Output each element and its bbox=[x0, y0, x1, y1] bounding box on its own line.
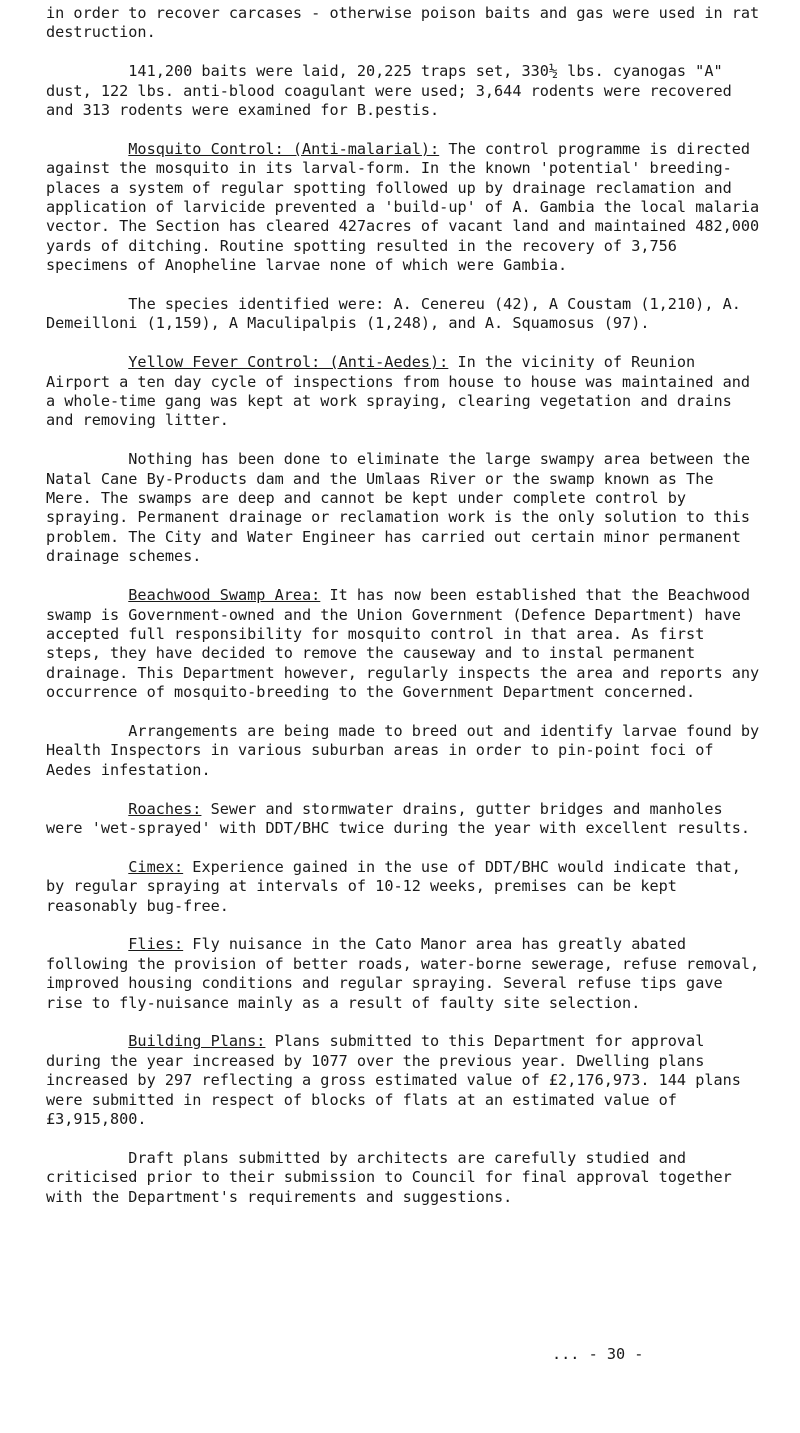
text-roaches: Sewer and stormwater drains, gutter bridges and manholes were 'wet-sprayed' with DDT/BHC twice during the year with excellent results. bbox=[46, 799, 751, 837]
heading-mosquito-control: Mosquito Control: (Anti-malarial): bbox=[128, 139, 440, 158]
heading-cimex: Cimex: bbox=[128, 857, 184, 876]
text-beachwood: It has now been established that the Beachwood swamp is Government-owned and the Union Government (Defence Department) have accepted full responsibility for mosquito control in that area. As first steps, they have decided to remove the causeway and to instal permanent drainage. This Department however, regularly inspects the area and reports any occurrence of mosquito-breeding to the Government Department concerned. bbox=[46, 586, 760, 702]
paragraph-intro: in order to recover carcases - otherwise poison baits and gas were used in rat destruction. bbox=[46, 4, 760, 42]
text-mosquito-control: The control programme is directed against the mosquito in its larval-form. In the known 'potential' breeding-places a system of regular spotting followed up by drainage reclamation and application of larvicide prevented a 'build-up' of A. Gambia the local malaria vector. The Section has cleared 427acres of vacant land and maintained 482,000 yards of ditching. Routine spotting resulted in the recovery of 3,756 specimens of Anopheline larvae none of which were Gambia. bbox=[46, 139, 760, 275]
heading-roaches: Roaches: bbox=[128, 799, 202, 818]
text-cimex: Experience gained in the use of DDT/BHC would indicate that, by regular spraying at intervals of 10-12 weeks, premises can be kept reasonably bug-free. bbox=[46, 857, 741, 915]
paragraph-draft-plans: Draft plans submitted by architects are carefully studied and criticised prior to their submission to Council for final approval together with the Department's requirements and suggestions. bbox=[46, 1148, 732, 1206]
paragraph-cimex bbox=[46, 858, 764, 916]
text-flies: Fly nuisance in the Cato Manor area has greatly abated following the provision of better roads, water-borne sewerage, refuse removal, improved housing conditions and regular spraying. Several refuse tips gave rise to fly-nuisance mainly as a result of faulty site selection. bbox=[46, 935, 760, 1012]
page-number: ... - 30 - bbox=[552, 1345, 644, 1363]
paragraph-beachwood bbox=[46, 586, 764, 702]
paragraph-arrangements: Arrangements are being made to breed out and identify larvae found by Health Inspectors in various suburban areas in order to pin-point foci of Aedes infestation. bbox=[46, 721, 760, 779]
paragraph-mosquito-control bbox=[46, 140, 764, 276]
text-building-plans: Plans submitted to this Department for approval during the year increased by 1077 over the previous year. Dwelling plans increased by 297 reflecting a gross estimated value of £2,176,973. 144 plans were submitted in respect of blocks of flats at an estimated value of £3,915,800. bbox=[46, 1032, 741, 1128]
paragraph-swamp: Nothing has been done to eliminate the large swampy area between the Natal Cane By-Products dam and the Umlaas River or the swamp known as The Mere. The swamps are deep and cannot be kept under complete control by spraying. Permanent drainage or reclamation work is the only solution to this problem. The City and Water Engineer has carried out certain minor permanent drainage schemes. bbox=[46, 450, 751, 566]
text-yellow-fever: In the vicinity of Reunion Airport a ten day cycle of inspections from house to house was maintained and a whole-time gang was kept at work spraying, clearing vegetation and drains and removing litter. bbox=[46, 353, 751, 430]
heading-flies: Flies: bbox=[128, 935, 184, 954]
paragraph-species: The species identified were: A. Cenereu (42), A Coustam (1,210), A. Demeilloni (1,159), A Maculipalpis (1,248), and A. Squamosus (97). bbox=[46, 295, 741, 333]
heading-yellow-fever: Yellow Fever Control: (Anti-Aedes): bbox=[128, 353, 449, 372]
paragraph-building-plans bbox=[46, 1032, 764, 1129]
paragraph-roaches bbox=[46, 800, 764, 839]
paragraph-flies bbox=[46, 935, 764, 1013]
heading-building-plans: Building Plans: bbox=[128, 1032, 266, 1051]
paragraph-yellow-fever bbox=[46, 353, 764, 431]
heading-beachwood: Beachwood Swamp Area: bbox=[128, 586, 321, 605]
paragraph-baits: 141,200 baits were laid, 20,225 traps set, 330½ lbs. cyanogas "A" dust, 122 lbs. anti-blood coagulant were used; 3,644 rodents were recovered and 313 rodents were examined for B.pestis. bbox=[46, 62, 732, 120]
